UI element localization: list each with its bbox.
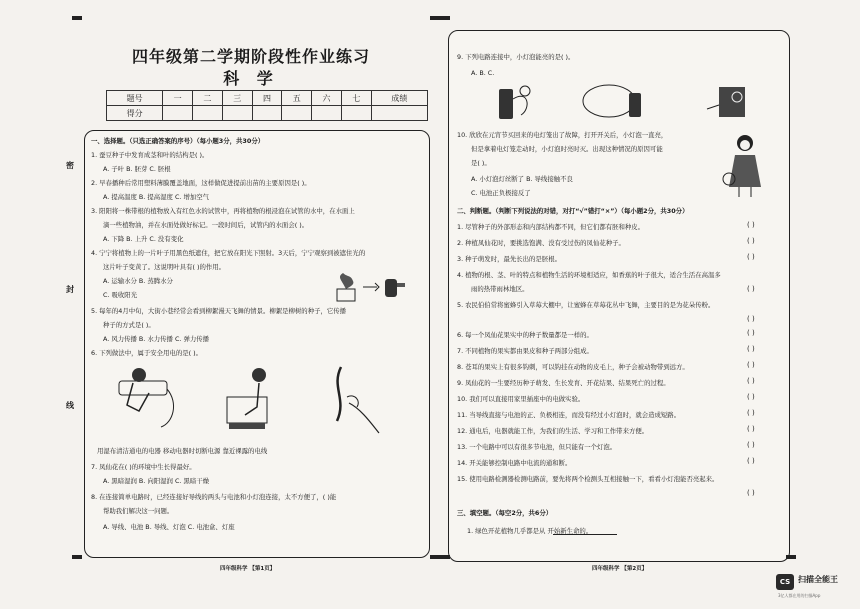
score-cell bbox=[222, 106, 252, 121]
option-line: C. 电池正负极接反了 bbox=[471, 189, 531, 197]
score-row-label: 得分 bbox=[107, 106, 163, 121]
score-cell bbox=[341, 106, 371, 121]
score-header-cell: 七 bbox=[341, 91, 371, 106]
girl-with-lantern-illustration bbox=[719, 131, 769, 199]
answer-blank[interactable]: ( ) bbox=[747, 409, 755, 417]
circuit-b-picture bbox=[583, 85, 641, 117]
option-line: C. 吸收阳光 bbox=[103, 291, 138, 299]
score-cell bbox=[193, 106, 223, 121]
answer-blank[interactable]: ( ) bbox=[747, 221, 755, 229]
question-text: 滴一些植物油，并在水面处做好标记。一段时间后，试管内的水面会( )。 bbox=[103, 221, 309, 229]
score-header-cell: 一 bbox=[163, 91, 193, 106]
answer-blank[interactable]: ( ) bbox=[747, 237, 755, 245]
judgment-item: 6. 每一个凤仙花果实中的种子数量都是一样的。 bbox=[457, 331, 593, 339]
scanner-logo-icon: CS bbox=[776, 574, 794, 590]
question-box-left bbox=[84, 130, 430, 558]
scanner-app-tagline: 3亿人都在用的扫描App bbox=[778, 593, 821, 598]
judgment-item: 8. 苍耳的果实上有很多钩刺，可以钩挂在动物的皮毛上，种子会被动物带到远方。 bbox=[457, 363, 689, 371]
seal-label: 线 bbox=[66, 401, 74, 410]
question-text: 帮助我们解决这一问题。 bbox=[103, 507, 174, 515]
question-text: 2. 早春播种后常用塑料薄膜覆盖地面，这样做促进提前出苗的主要原因是( )。 bbox=[91, 179, 311, 187]
answer-blank[interactable]: ( ) bbox=[747, 377, 755, 385]
judgment-item: 3. 种子萌发时，最先长出的是胚根。 bbox=[457, 255, 561, 263]
option-line: A. 小灯泡灯丝断了 B. 导线接触不良 bbox=[471, 175, 573, 183]
judgment-item: 11. 当导线直接与电池的正、负极相连，而没有经过小灯泡时，就会造成短路。 bbox=[457, 411, 681, 419]
answer-blank[interactable]: ( ) bbox=[747, 441, 755, 449]
score-header-cell: 题号 bbox=[107, 91, 163, 106]
option-line: A. 黑暗湿润 B. 向阳湿润 C. 黑暗干燥 bbox=[103, 477, 210, 485]
question-text: 4. 宁宁将植物上的一片叶子用黑色纸遮住，把它放在阳光下照射。3天后，宁宁观察到被遮住光的 bbox=[91, 249, 366, 257]
judgment-item: 2. 种植凤仙花时，要挑选饱满、没有受过伤的凤仙花种子。 bbox=[457, 239, 625, 247]
question-text: 10. 欣欣在元宵节买回来的电灯笼出了故障，打开开关后，小灯泡一直亮， bbox=[457, 131, 668, 139]
score-cell bbox=[163, 106, 193, 121]
exam-title: 四年级第二学期阶段性作业练习 bbox=[131, 47, 370, 66]
score-cell bbox=[282, 106, 312, 121]
registration-mark bbox=[72, 16, 82, 20]
answer-blank[interactable]: ( ) bbox=[747, 329, 755, 337]
answer-blank[interactable]: ( ) bbox=[747, 315, 755, 323]
judgment-item: 5. 农民伯伯常将蜜蜂引入草莓大棚中，让蜜蜂在草莓花丛中飞舞，主要目的是为花朵传粉。 bbox=[457, 301, 715, 309]
circuit-options-illustration bbox=[469, 79, 769, 123]
score-cell bbox=[252, 106, 282, 121]
question-text: 种子的方式是( )。 bbox=[103, 321, 155, 329]
option-line: A. 导线、电池 B. 导线、灯泡 C. 电池盒、灯座 bbox=[103, 523, 235, 531]
wet-cloth-appliance-picture bbox=[119, 368, 174, 427]
option-line: A. 下降 B. 上升 C. 没有变化 bbox=[103, 235, 184, 243]
score-cell bbox=[371, 106, 427, 121]
section-heading: 三、填空题。（每空2分，共6分） bbox=[457, 509, 553, 517]
option-line: A. B. C. bbox=[471, 69, 495, 77]
judgment-item: 12. 通电后，电器就能工作，为我们的生活、学习和工作带来方便。 bbox=[457, 427, 649, 435]
judgment-item: 15. 使用电路检测器检测电路前，要先将两个检测头互相接触一下，看看小灯泡能否亮起来。 bbox=[457, 475, 719, 483]
registration-mark bbox=[440, 555, 450, 559]
score-header-cell: 四 bbox=[252, 91, 282, 106]
scanner-app-name: 扫描全能王 bbox=[798, 575, 838, 584]
answer-blank[interactable]: ( ) bbox=[747, 253, 755, 261]
question-text: 1. 蚕豆种子中发育成茎和叶的结构是( )。 bbox=[91, 151, 209, 159]
judgment-item: 9. 凤仙花的一生要经历种子萌发、生长发育、开花结果、结果死亡的过程。 bbox=[457, 379, 670, 387]
judgment-item: 13. 一个电路中可以有很多节电池，但只能有一个灯泡。 bbox=[457, 443, 617, 451]
leaf-cover-illustration bbox=[333, 271, 409, 303]
option-line: A. 风力传播 B. 水力传播 C. 弹力传播 bbox=[103, 335, 210, 343]
option-line: A. 提高温度 B. 提高湿度 C. 增加空气 bbox=[103, 193, 210, 201]
score-cell bbox=[312, 106, 342, 121]
circuit-a-picture bbox=[499, 86, 530, 119]
question-text: 5. 每年的4月中旬，大街小巷经常会看到柳絮漫天飞舞的情景。柳絮是柳树的种子，它传播 bbox=[91, 307, 347, 315]
registration-mark bbox=[430, 555, 440, 559]
question-text: 6. 下列做法中，属于安全用电的是( )。 bbox=[91, 349, 203, 357]
registration-mark bbox=[786, 555, 796, 559]
score-header-cell: 二 bbox=[193, 91, 223, 106]
judgment-item: 雨的热带雨林地区。 bbox=[471, 285, 529, 293]
judgment-item: 14. 开关能够控制电路中电流的通和断。 bbox=[457, 459, 572, 467]
right-page bbox=[448, 30, 790, 570]
section-heading: 一、选择题。（只选正确答案的序号）（每小题3分，共30分） bbox=[91, 137, 265, 145]
registration-mark bbox=[440, 16, 450, 20]
answer-blank[interactable]: ( ) bbox=[747, 345, 755, 353]
judgment-item: 4. 植物的根、茎、叶的特点和植物生活的环境相适应，如香蕉的叶子很大，适合生活在高温多 bbox=[457, 271, 721, 279]
answer-blank[interactable]: ( ) bbox=[747, 393, 755, 401]
registration-mark bbox=[72, 555, 82, 559]
fill-blank-question: 1. 绿色开花植物几乎都是从 开始新生命的。 bbox=[467, 527, 593, 535]
answer-blank[interactable]: ( ) bbox=[747, 425, 755, 433]
question-box-right bbox=[448, 30, 790, 562]
answer-blank[interactable]: ( ) bbox=[747, 361, 755, 369]
page-footer: 四年级科学 【第2页】 bbox=[592, 566, 648, 572]
score-header-cell: 六 bbox=[312, 91, 342, 106]
unplug-appliance-picture bbox=[227, 368, 267, 429]
judgment-item: 10. 我们可以直接用家里插座中的电做实验。 bbox=[457, 395, 585, 403]
question-text: 8. 在连接简单电路时，已经连接好导线的两头与电池和小灯泡连接，太不方便了，( )能 bbox=[91, 493, 337, 501]
circuit-c-picture bbox=[707, 87, 745, 117]
score-table bbox=[106, 90, 428, 121]
question-text: 7. 凤仙花在( )的环境中生长得最好。 bbox=[91, 463, 196, 471]
answer-blank[interactable]: ( ) bbox=[747, 457, 755, 465]
judgment-item: 7. 不同植物的果实都由果皮和种子两部分组成。 bbox=[457, 347, 593, 355]
question-text: 是( )。 bbox=[471, 159, 491, 167]
electricity-safety-illustrations bbox=[109, 363, 409, 443]
section-heading: 二、判断题。（判断下列说法的对错，对打“√”错打“×”）（每小题2分，共30分） bbox=[457, 207, 689, 215]
fill-blank-line[interactable] bbox=[553, 534, 617, 535]
picture-captions: 用湿布清洁通电的电器 移动电器时切断电源 靠近裸露的电线 bbox=[97, 447, 268, 455]
seal-label: 密 bbox=[66, 161, 74, 170]
judgment-item: 1. 尽管种子的外部形态和内部结构都不同，但它们都有胚和种皮。 bbox=[457, 223, 645, 231]
score-header-cell: 三 bbox=[222, 91, 252, 106]
question-text: 但是拿着电灯笼走动时，小灯泡时亮时灭。出现这种情况的原因可能 bbox=[471, 145, 663, 153]
answer-blank[interactable]: ( ) bbox=[747, 489, 755, 497]
option-line: A. 运输水分 B. 蒸腾水分 bbox=[103, 277, 173, 285]
question-text: 这片叶子变黄了。这说明叶具有( )的作用。 bbox=[103, 263, 226, 271]
score-header-cell: 五 bbox=[282, 91, 312, 106]
subject-title: 科 学 bbox=[223, 69, 279, 88]
option-line: A. 子叶 B. 胚芽 C. 胚根 bbox=[103, 165, 171, 173]
answer-blank[interactable]: ( ) bbox=[747, 285, 755, 293]
left-page bbox=[70, 30, 432, 570]
seal-label: 封 bbox=[66, 285, 74, 294]
question-text: 3. 阳阳将一株带根的植物放入有红色水的试管中，再将植物的根浸泡在试管的水中，在水面上 bbox=[91, 207, 355, 215]
question-text: 9. 下列电路连接中，小灯泡能亮的是( )。 bbox=[457, 53, 575, 61]
score-header-cell: 成绩 bbox=[371, 91, 427, 106]
exposed-wire-picture bbox=[337, 367, 379, 433]
registration-mark bbox=[430, 16, 440, 20]
page-footer: 四年级科学 【第1页】 bbox=[220, 566, 276, 572]
